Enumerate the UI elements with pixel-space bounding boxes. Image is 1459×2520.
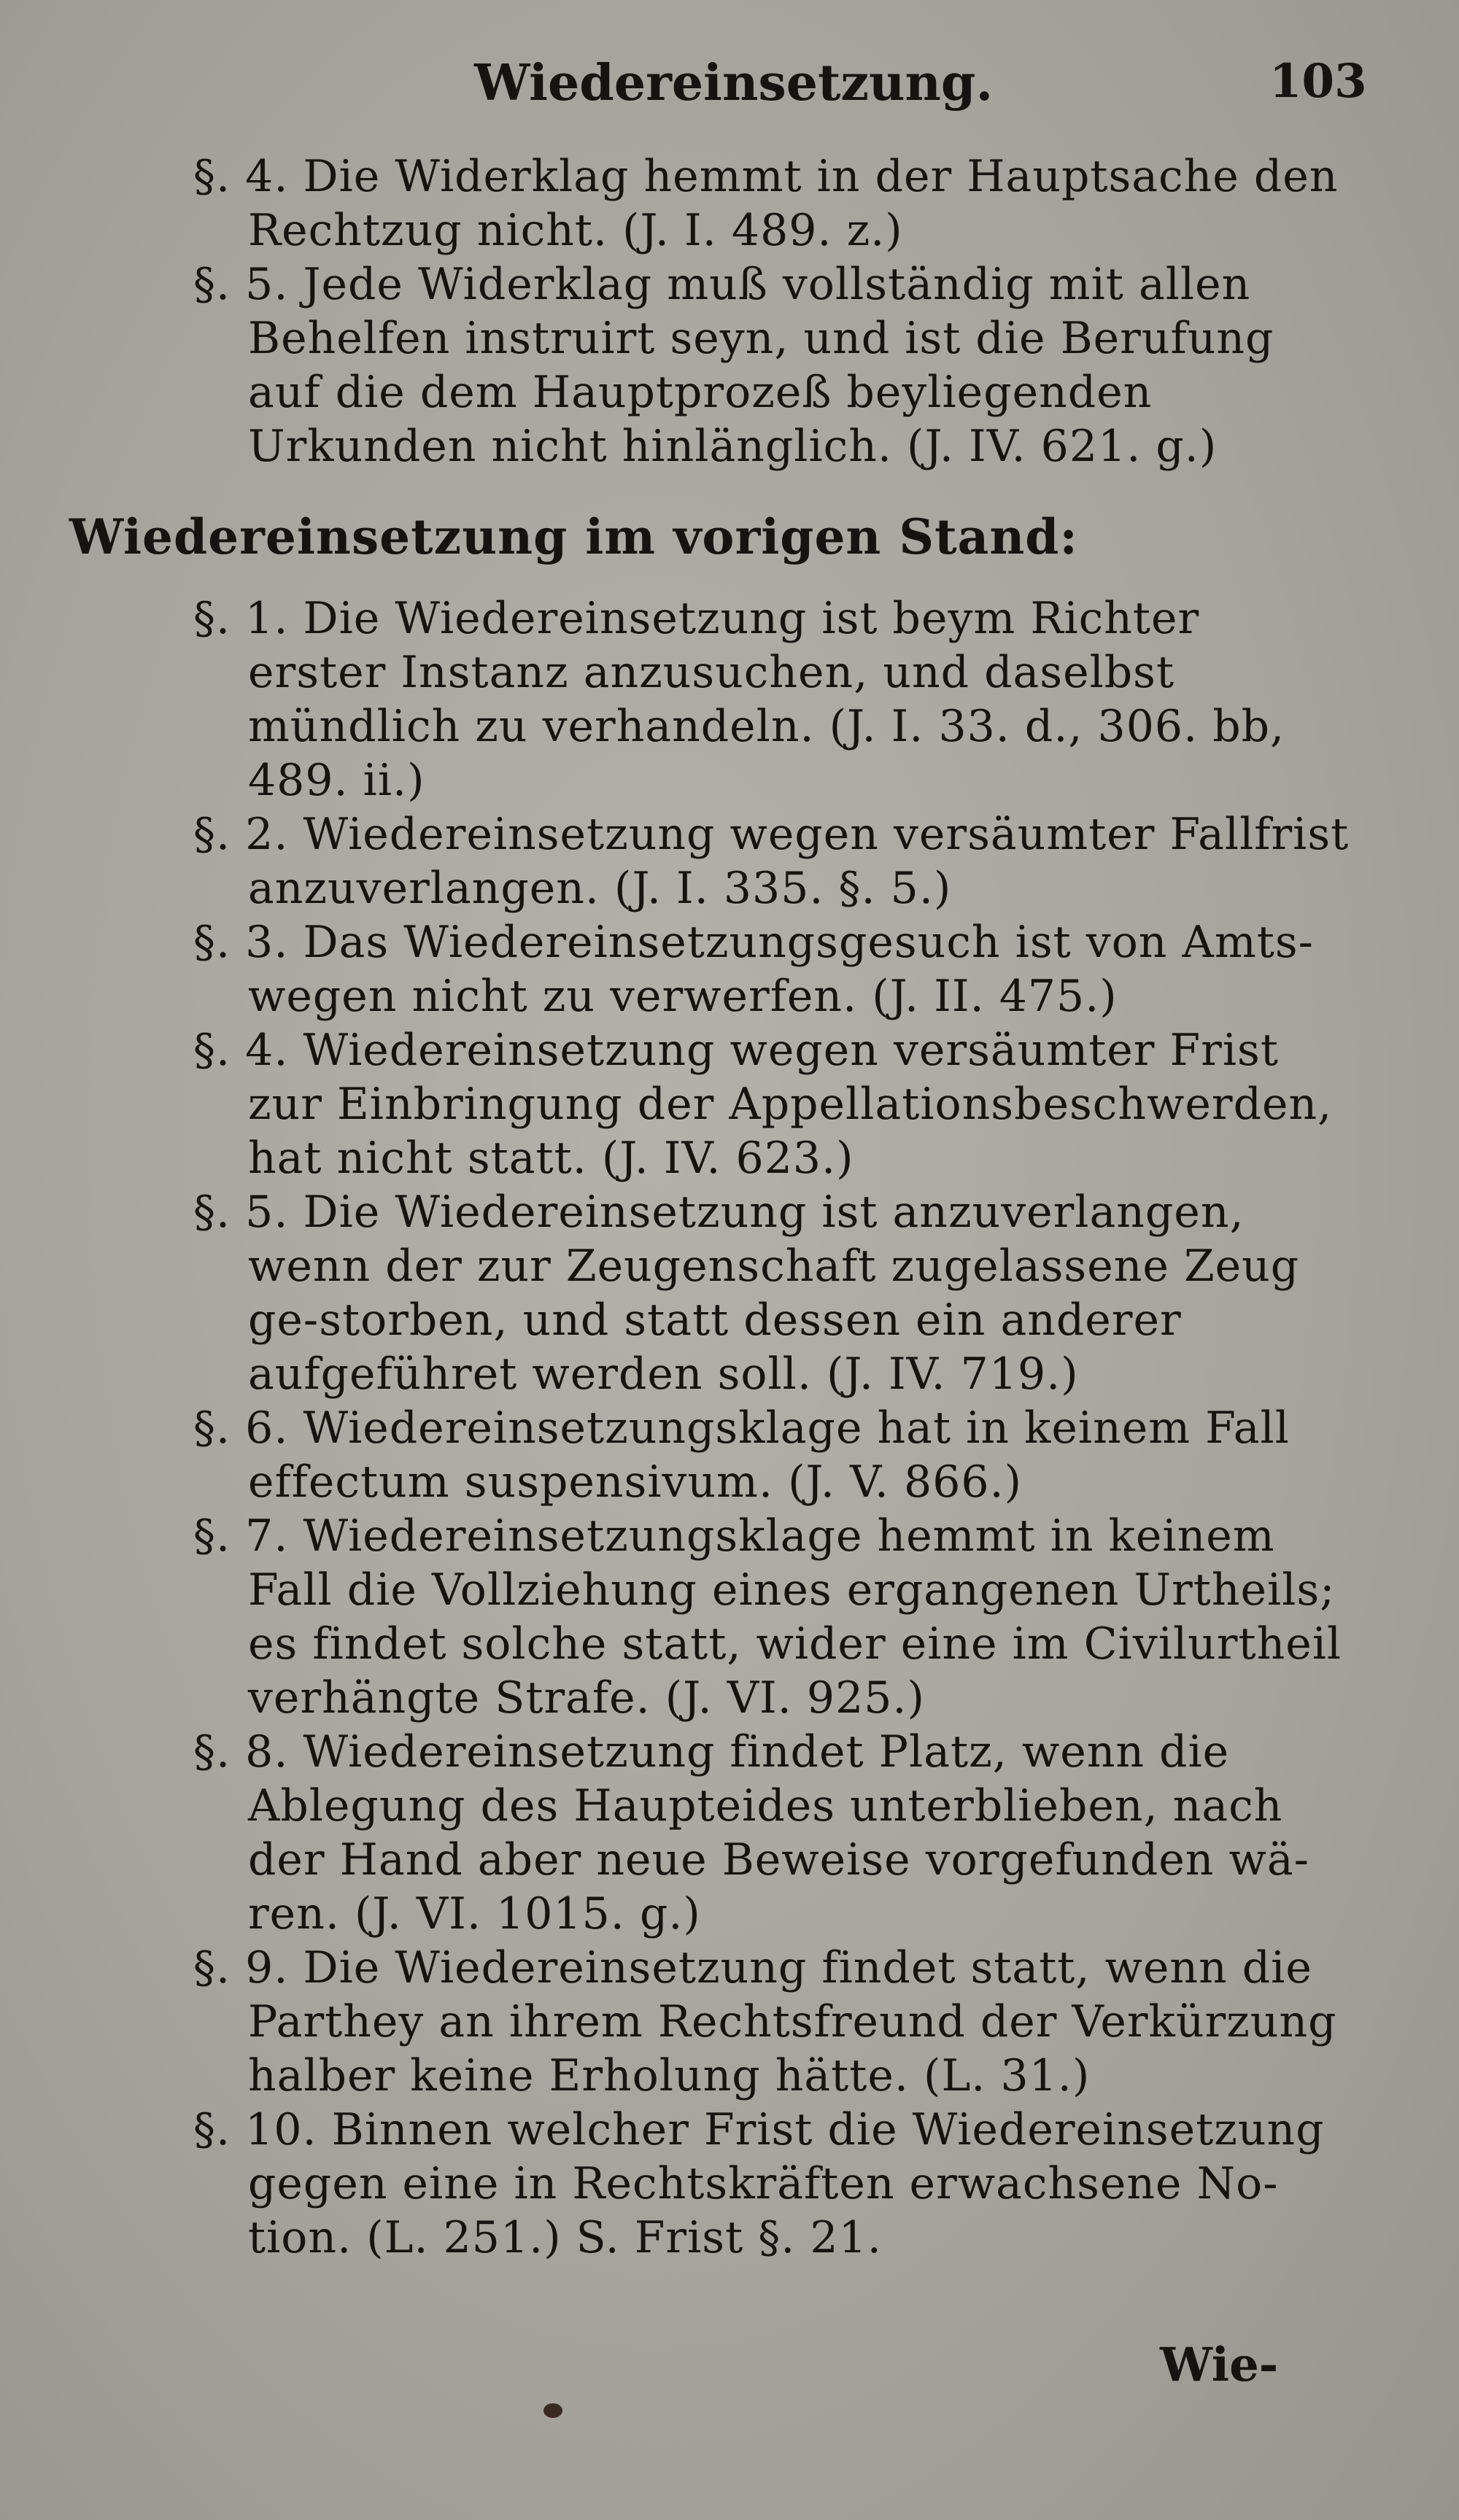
entry-paragraph: §. 9. Die Wiedereinsetzung findet statt, wenn die Parthey an ihrem Rechtsfreund der Verkürzung halber keine Erholung hätte. (L. 31.): [193, 1942, 1337, 2101]
entry-paragraph: §. 5. Jede Widerklag muß vollständig mit allen Behelfen instruirt seyn, und ist die Berufung auf die dem Hauptprozeß beyliegenden Urkunden nicht hinlänglich. (J. IV. 621. g.): [193, 259, 1274, 472]
entry-paragraph: §. 5. Die Wiedereinsetzung ist anzuverlangen, wenn der zur Zeugenschaft zugelassene Zeug ge-storben, und statt dessen ein anderer aufgeführet werden soll. (J. IV. 719.): [193, 1187, 1300, 1400]
entry-paragraph: §. 4. Die Widerklag hemmt in der Hauptsache den Rechtzug nicht. (J. I. 489. z.): [193, 151, 1339, 256]
entry-paragraph: §. 8. Wiedereinsetzung findet Platz, wenn die Ablegung des Haupteides unterblieben, nach der Hand aber neue Beweise vorgefunden wä-ren. (J. VI. 1015. g.): [193, 1726, 1309, 1939]
entry-paragraph: §. 3. Das Wiedereinsetzungsgesuch ist von Amts-wegen nicht zu verwerfen. (J. II. 475.): [193, 917, 1314, 1022]
section-heading: Wiedereinsetzung im vorigen Stand:: [69, 508, 1078, 565]
ink-blot: [543, 2403, 562, 2418]
entry-paragraph: §. 7. Wiedereinsetzungsklage hemmt in keinem Fall die Vollziehung eines ergangenen Urtheils; es findet solche statt, wider eine im Civilurtheil verhängte Strafe. (J. VI. 925.): [193, 1511, 1342, 1724]
running-head: Wiedereinsetzung.: [474, 54, 994, 112]
page-header: [0, 44, 1459, 117]
entry-paragraph: §. 4. Wiedereinsetzung wegen versäumter Frist zur Einbringung der Appellationsbeschwerden, hat nicht statt. (J. IV. 623.): [193, 1025, 1333, 1184]
entry-paragraph: §. 10. Binnen welcher Frist die Wiedereinsetzung gegen eine in Rechtskräften erwachsene No-tion. (L. 251.) S. Frist §. 21.: [193, 2104, 1325, 2263]
entry-paragraph: §. 1. Die Wiedereinsetzung ist beym Richter erster Instanz anzusuchen, und daselbst mündlich zu verhandeln. (J. I. 33. d., 306. bb, 489. ii.): [193, 593, 1285, 806]
page-number: 103: [1269, 54, 1367, 109]
entry-paragraph: §. 2. Wiedereinsetzung wegen versäumter Fallfrist anzuverlangen. (J. I. 335. §. 5.): [193, 809, 1350, 914]
catchword: Wie-: [1160, 2338, 1279, 2392]
body-text: [0, 150, 1459, 2265]
entry-paragraph: §. 6. Wiedereinsetzungsklage hat in keinem Fall effectum suspensivum. (J. V. 866.): [193, 1403, 1290, 1508]
